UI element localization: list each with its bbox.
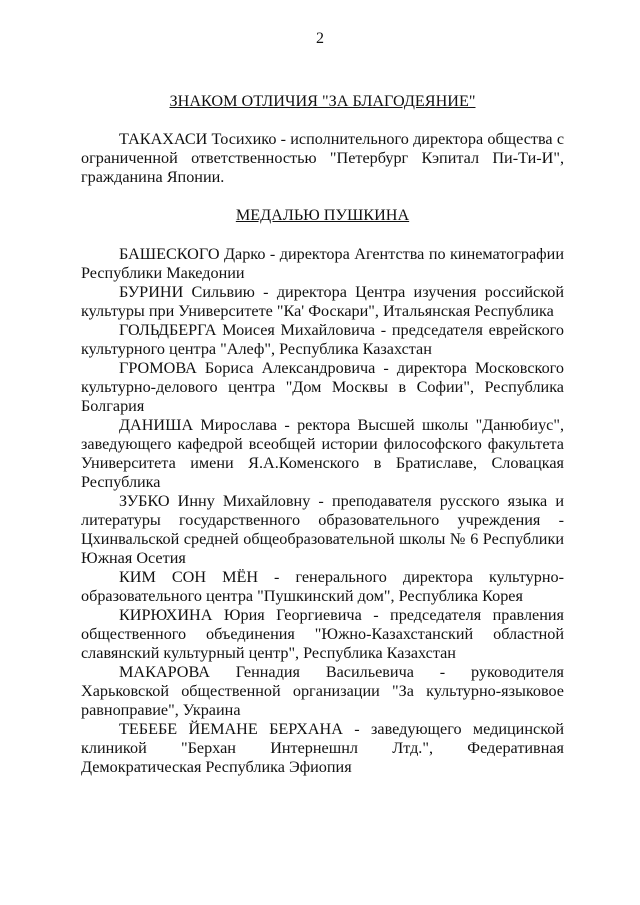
page-number: 2 (316, 30, 324, 47)
section-title-pushkin-medal: МЕДАЛЬЮ ПУШКИНА (235, 206, 410, 224)
award-entry: ТЕБЕБЕ ЙЕМАНЕ БЕРХАНА - заведующего медицинской клиникой "Берхан Интернешнл Лтд.", Федеративная Демократическая Республика Эфиопия (81, 720, 564, 776)
award-entry: МАКАРОВА Геннадия Васильевича - руководителя Харьковской общественной организации "За культурно-языковое равноправие", Украина (81, 663, 564, 719)
award-entry: ДАНИША Мирослава - ректора Высшей школы "Данюбиус", заведующего кафедрой всеобщей истории философского факультета Университета имени Я.А.Коменского в Братиславе, Словацкая Республика (81, 416, 564, 491)
award-entry: ГОЛЬДБЕРГА Моисея Михайловича - председателя еврейского культурного центра "Алеф", Республика Казахстан (81, 321, 564, 358)
award-entry: БАШЕСКОГО Дарко - директора Агентства по кинематографии Республики Македонии (81, 245, 564, 282)
award-entry: ТАКАХАСИ Тосихико - исполнительного директора общества с ограниченной ответственностью "Петербург Кэпитал Пи-Ти-И", гражданина Японии. (81, 130, 564, 186)
award-entry: КИРЮХИНА Юрия Георгиевича - председателя правления общественного объединения "Южно-Казахстанский областной славянский культурный центр", Республика Казахстан (81, 606, 564, 662)
section-title-blagodeyanie: ЗНАКОМ ОТЛИЧИЯ "ЗА БЛАГОДЕЯНИЕ" (169, 92, 476, 110)
document-body (81, 92, 564, 777)
award-entry: ГРОМОВА Бориса Александровича - директора Московского культурно-делового центра "Дом Москвы в Софии", Республика Болгария (81, 359, 564, 415)
award-entry: ЗУБКО Инну Михайловну - преподавателя русского языка и литературы государственного образовательного учреждения - Цхинвальской средней общеобразовательной школы № 6 Республики Южная Осетия (81, 492, 564, 567)
award-entry: КИМ СОН МЁН - генерального директора культурно-образовательного центра "Пушкинский дом", Республика Корея (81, 568, 564, 605)
award-entry: БУРИНИ Сильвию - директора Центра изучения российской культуры при Университете "Ка' Фоскари", Итальянская Республика (81, 283, 564, 320)
